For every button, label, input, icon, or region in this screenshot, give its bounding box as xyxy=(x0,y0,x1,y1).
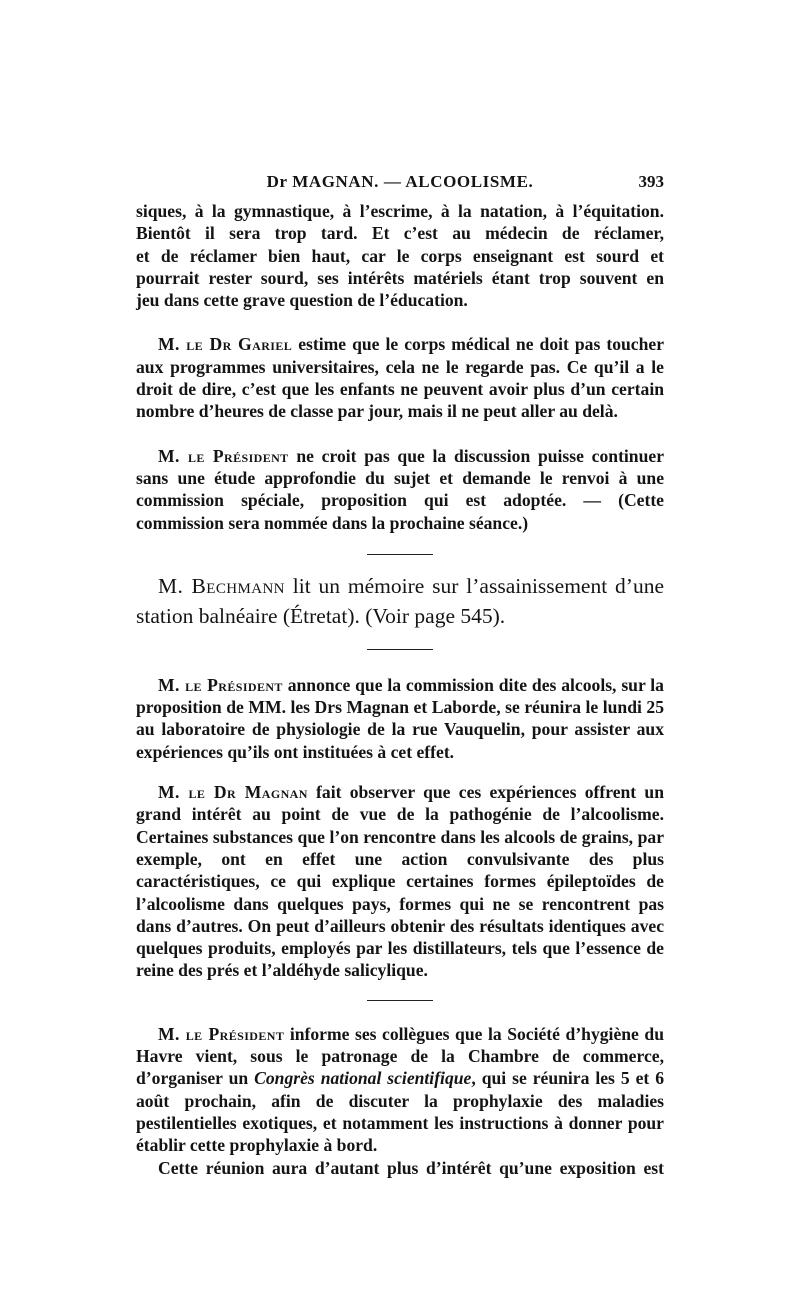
paragraph-bechmann xyxy=(136,571,664,631)
paragraph-president-2 xyxy=(136,674,664,763)
paragraph-continuation xyxy=(136,200,664,289)
text-line: jeu dans cette grave question de l’éducation. xyxy=(136,290,468,311)
speaker-name: M. le Président xyxy=(158,1023,285,1044)
text-line: Bientôt il sera trop tard. Et c’est au médecin de réclamer, xyxy=(136,223,664,244)
paragraph-magnan xyxy=(136,781,664,982)
paragraph-president-1 xyxy=(136,445,664,534)
paragraph-gariel xyxy=(136,333,664,422)
paragraph-final xyxy=(136,1157,664,1179)
speaker-name: M. le Président xyxy=(158,674,283,695)
congress-title: Congrès national scientifique xyxy=(254,1068,472,1089)
body-text xyxy=(136,200,664,1179)
page-number: 393 xyxy=(638,172,664,191)
speaker-name: M. le Dr Gariel xyxy=(158,334,293,355)
speaker-name: M. Bechmann xyxy=(158,573,285,598)
text-line: et de réclamer bien haut, car le corps enseignant est sourd et xyxy=(136,245,664,266)
paragraph-text: informe ses collègues que la Société d’hygiène du Havre vient, sous le patronage de la Chambre de commerce, d’organiser un xyxy=(136,1023,664,1089)
paragraph-text: lit un mémoire sur l’assainissement d’une station balnéaire (Étretat). (Voir page 545). xyxy=(136,573,665,628)
page-header xyxy=(136,172,664,194)
paragraph-text: Cette réunion aura d’autant plus d’intérêt qu’une exposition est xyxy=(158,1157,664,1178)
paragraph-continuation-end xyxy=(136,289,664,311)
speaker-name: M. le Dr Magnan xyxy=(158,782,308,803)
running-title: Dr MAGNAN. — ALCOOLISME. xyxy=(266,172,534,191)
paragraph-president-3 xyxy=(136,1023,664,1157)
text-line: pourrait rester sourd, ses intérêts matériels étant trop souvent en xyxy=(136,267,664,288)
speaker-name: M. le Président xyxy=(158,445,289,466)
paragraph-text: annonce que la commission dite des alcools, sur la proposition de MM. les Drs Magnan et Laborde, se réunira le lundi 25 au laboratoire de physiologie de la rue Vauquelin, pour assister aux expériences qu’ils ont instituées à cet effet. xyxy=(136,674,664,762)
paragraph-text: ne croit pas que la discussion puisse continuer sans une étude approfondie du sujet et demande le renvoi à une commission spéciale, proposition qui est adoptée. — (Cette commission sera nommée dans la prochaine séance.) xyxy=(136,445,664,533)
paragraph-text: fait observer que ces expériences offrent un grand intérêt au point de vue de la pathogénie de l’alcoolisme. Certaines substances que l’on rencontre dans les alcools de grains, par exemple, ont en effet une action convulsivante des plus caractéristiques, ce qui explique certaines formes épileptoïdes de l’alcoolisme dans quelques pays, formes qui ne se rencontrent pas dans d’autres. On peut d’ailleurs obtenir des résultats identiques avec quelques produits, employés par les distillateurs, tels que l’essence de reine des prés et l’aldéhyde salicylique. xyxy=(136,782,664,981)
paragraph-text: estime que le corps médical ne doit pas toucher aux programmes universitaires, cela ne le regarde pas. Ce qu’il a le droit de dire, c’est que les enfants ne peuvent avoir plus d’un certain nombre d’heures de classe par jour, mais il ne peut aller au delà. xyxy=(136,334,664,422)
text-line: siques, à la gymnastique, à l’escrime, à la natation, à l’équitation. xyxy=(136,201,664,221)
paragraph-text: , qui se réunira les 5 et 6 août prochain, afin de discuter la prophylaxie des maladies pestilentielles exotiques, et notamment les instructions à donner pour établir cette prophylaxie à bord. xyxy=(136,1068,664,1156)
